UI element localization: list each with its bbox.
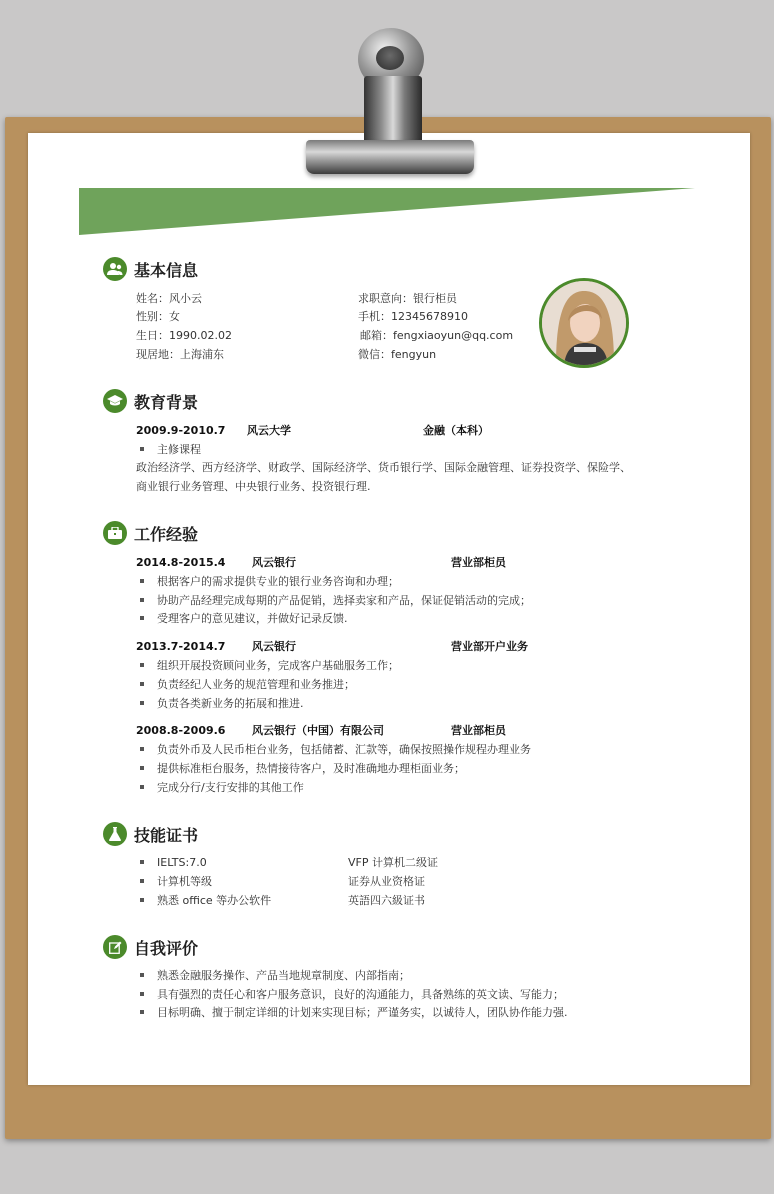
self-item: 目标明确、擅于制定详细的计划来实现目标；严谨务实，以诚待人，团队协作能力强. [140,1006,568,1020]
graduation-cap-icon [103,389,127,413]
job-duty: 负责各类新业务的拓展和推进. [140,697,304,711]
edu-course-line: 政治经济学、西方经济学、财政学、国际经济学、货币银行学、国际金融管理、证券投资学、保险学、 [136,461,631,474]
skill-item: 熟悉 office 等办公软件 [140,894,271,908]
section-title-text: 工作经验 [134,524,199,544]
binder-clip-base [306,140,474,174]
job-period: 2008.8-2009.6 [136,724,226,737]
job-duty: 提供标准柜台服务，热情接待客户，及时准确地办理柜面业务； [140,762,465,776]
edu-course-line: 商业银行业务管理、中央银行业务、投资银行理. [136,480,371,493]
edu-course-label: 主修课程 [140,443,201,457]
self-item: 熟悉金融服务操作、产品当地规章制度、内部指南； [140,969,410,983]
job-position: 营业部柜员 [451,556,506,569]
info-birthday: 生日：1990.02.02 [136,329,232,342]
info-email: 邮箱：fengxiaoyun@qq.com [360,329,514,342]
job-company: 风云银行 [252,640,296,653]
job-duty: 负责外币及人民币柜台业务，包括储蓄、汇款等，确保按照操作规程办理业务 [140,743,531,757]
binder-clip-body [364,76,422,146]
section-title-text: 自我评价 [134,938,199,958]
section-education [103,389,198,413]
briefcase-icon [103,521,127,545]
header-banner [79,188,695,236]
job-duty: 负责经纪人业务的规范管理和业务推进； [140,678,355,692]
job-period: 2014.8-2015.4 [136,556,226,569]
certificate-item: 证券从业资格证 [348,875,425,888]
info-phone: 手机：12345678910 [358,310,468,323]
section-self-evaluation [103,935,198,959]
certificate-item: 英語四六級证书 [348,894,425,907]
avatar [539,278,629,368]
job-company: 风云银行 [252,556,296,569]
section-basic-info [103,257,198,281]
info-wechat: 微信：fengyun [358,348,437,361]
info-residence: 现居地：上海浦东 [136,348,224,361]
flask-icon [103,822,127,846]
certificate-item: VFP 计算机二级证 [348,856,438,869]
edit-icon [103,935,127,959]
job-duty: 完成分行/支行安排的其他工作 [140,781,304,795]
job-duty: 受理客户的意见建议，并做好记录反馈. [140,612,348,626]
job-duty: 根据客户的需求提供专业的银行业务咨询和办理； [140,575,399,589]
section-work [103,521,198,545]
edu-major: 金融（本科） [423,424,489,437]
info-gender: 性别：女 [136,310,180,323]
skill-item: 计算机等级 [140,875,212,889]
job-position: 营业部开户业务 [451,640,528,653]
section-title-text: 技能证书 [134,825,199,845]
job-company: 风云银行（中国）有限公司 [252,724,384,737]
self-item: 具有强烈的责任心和客户服务意识，良好的沟通能力，具备熟练的英文读、写能力； [140,988,564,1002]
section-title-text: 基本信息 [134,260,199,280]
job-position: 营业部柜员 [451,724,506,737]
section-title-text: 教育背景 [134,392,199,412]
info-name: 姓名：风小云 [136,292,202,305]
job-period: 2013.7-2014.7 [136,640,226,653]
user-group-icon [103,257,127,281]
edu-period: 2009.9-2010.7 [136,424,226,437]
job-duty: 协助产品经理完成每期的产品促销，选择卖家和产品，保证促销活动的完成； [140,594,531,608]
job-duty: 组织开展投资顾问业务，完成客户基础服务工作； [140,659,399,673]
edu-school: 风云大学 [247,424,291,437]
skill-item: IELTS:7.0 [140,856,207,870]
section-skills [103,822,198,846]
info-objective: 求职意向：银行柜员 [358,292,457,305]
